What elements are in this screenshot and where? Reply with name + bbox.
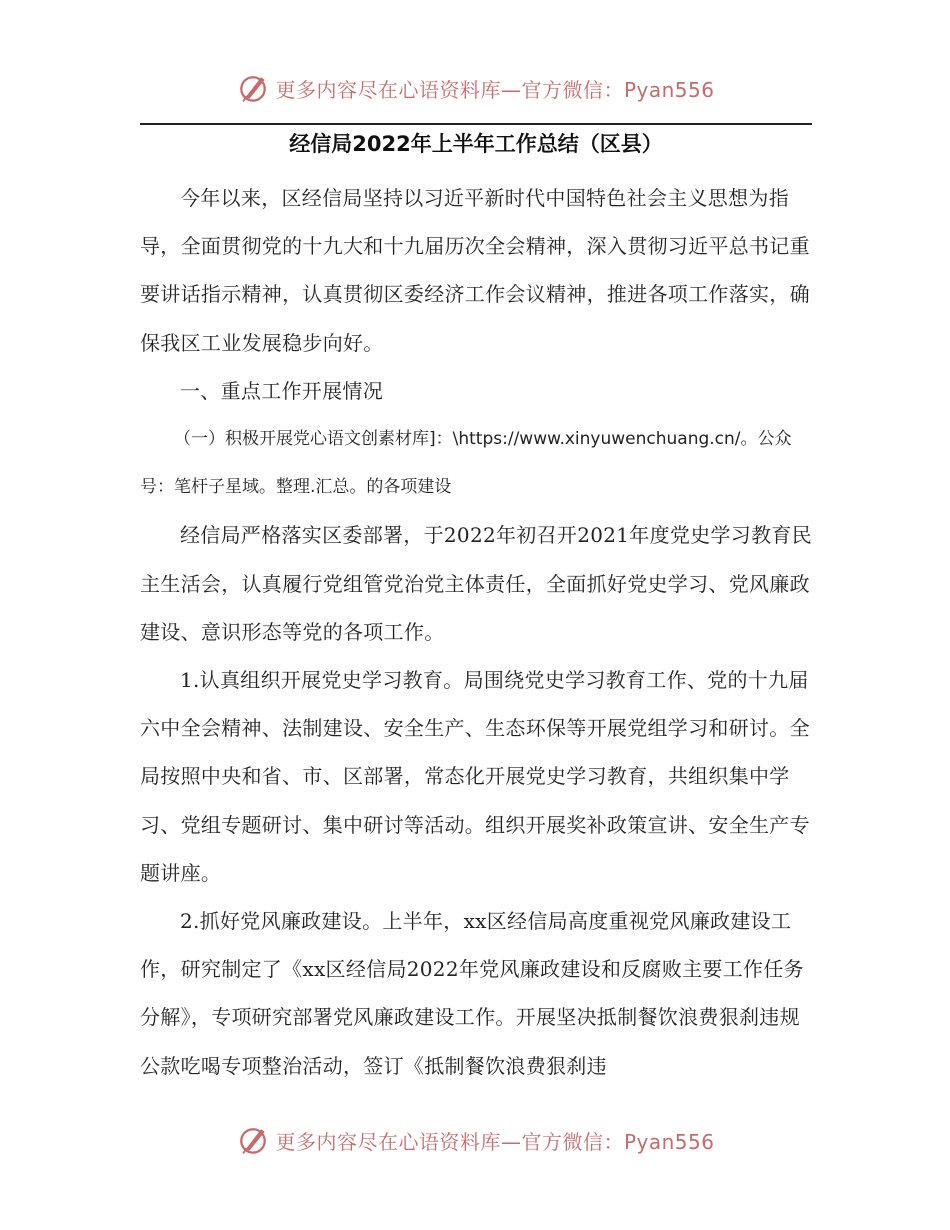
watermark-text: 更多内容尽在心语资料库—官方微信：Pyan556 xyxy=(275,1129,715,1154)
paragraph-item-2: 2.抓好党风廉政建设。上半年，xx区经信局高度重视党风廉政建设工作，研究制定了《xx区经信局2022年党风廉政建设和反腐败主要工作任务分解》，专项研究部署党风廉政建设工作。开展坚决抵制餐饮浪费狠刹违规公款吃喝专项整治活动，签订《抵制餐饮浪费狠刹违 xyxy=(140,909,804,1078)
section-heading: 一、重点工作开展情况 xyxy=(180,378,383,403)
header-watermark xyxy=(0,68,950,108)
document-body xyxy=(140,174,812,1090)
paragraph: 经信局严格落实区委部署，于2022年初召开2021年度党史学习教育民主生活会，认真履行党组管党治党主体责任，全面抓好党史学习、党风廉政建设、意识形态等党的各项工作。 xyxy=(140,523,812,644)
paragraph-intro: 今年以来，区经信局坚持以习近平新时代中国特色社会主义思想为指导，全面贯彻党的十九大和十九届历次全会精神，深入贯彻习近平总书记重要讲话指示精神，认真贯彻区委经济工作会议精神，推进各项工作落实，确保我区工业发展稳步向好。 xyxy=(140,186,810,355)
paragraph-item-1: 1.认真组织开展党史学习教育。局围绕党史学习教育工作、党的十九届六中全会精神、法制建设、安全生产、生态环保等开展党组学习和研讨。全局按照中央和省、市、区部署，常态化开展党史学习教育，共组织集中学习、党组专题研讨、集中研讨等活动。组织开展奖补政策宣讲、安全生产专题讲座。 xyxy=(140,668,810,885)
subsection-heading: （一）积极开展党心语文创素材库]：\https://www.xinyuwenchuang.cn/。公众号：笔杆子星域。整理.汇总。的各项建设 xyxy=(140,429,792,498)
footer-watermark xyxy=(0,1120,950,1160)
quill-pen-logo-icon xyxy=(235,1122,271,1158)
document-title: 经信局2022年上半年工作总结（区县） xyxy=(289,132,663,156)
quill-pen-logo-icon xyxy=(235,70,271,106)
header-divider xyxy=(140,123,812,125)
watermark-text: 更多内容尽在心语资料库—官方微信：Pyan556 xyxy=(275,77,715,102)
